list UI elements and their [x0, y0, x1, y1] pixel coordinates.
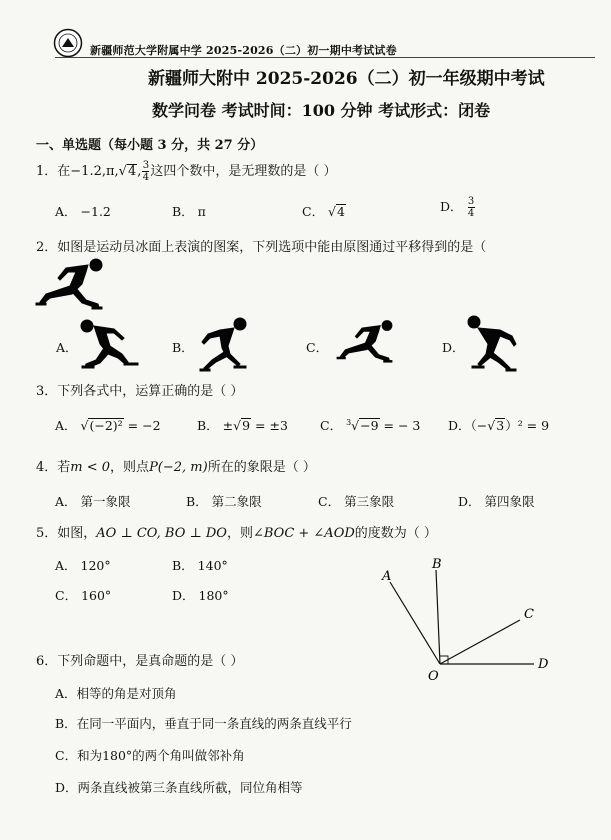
question-3: 3．下列各式中，运算正确的是（ ）: [36, 384, 244, 399]
q5-angle-figure: [370, 556, 570, 686]
q1-option-a[interactable]: A． −1.2: [55, 204, 111, 219]
q3-option-a[interactable]: A． √(−2)² = −2: [55, 418, 161, 433]
q6-option-b[interactable]: B．在同一平面内，垂直于同一条直线的两条直线平行: [55, 716, 352, 731]
q5-option-c[interactable]: C． 160°: [55, 588, 112, 603]
q1-option-c[interactable]: C． √4: [302, 204, 345, 219]
q2-option-b-label[interactable]: B．: [172, 340, 194, 355]
label-b: B: [432, 557, 442, 572]
q2-option-a-label[interactable]: A．: [56, 340, 78, 355]
question-1: 1．在−1.2,π,√4, $\frac{3}{4}$ 这四个数中，是无理数的是（ ）: [36, 160, 337, 183]
question-2: 2．如图是运动员冰面上表演的图案，下列选项中能由原图通过平移得到的是（: [36, 240, 487, 255]
q2-option-a-figure[interactable]: [78, 318, 146, 368]
question-6: 6．下列命题中，是真命题的是（ ）: [36, 654, 244, 669]
q2-option-b-figure[interactable]: [196, 314, 252, 372]
ray-oa: [390, 582, 440, 664]
q3-option-b[interactable]: B． ±√9 = ±3: [197, 418, 288, 433]
ray-oc: [440, 620, 520, 664]
q2-option-c-label[interactable]: C．: [306, 340, 329, 355]
q4-option-a[interactable]: A． 第一象限: [55, 494, 131, 509]
header-divider: [55, 57, 595, 58]
label-o: O: [428, 669, 439, 684]
q4-option-d[interactable]: D． 第四象限: [458, 494, 535, 509]
q2-option-d-figure[interactable]: [466, 314, 520, 372]
q5-option-b[interactable]: B． 140°: [172, 558, 228, 573]
section-heading: 一、单选题（每小题 3 分，共 27 分）: [36, 138, 264, 153]
label-a: A: [382, 569, 392, 584]
q4-option-c[interactable]: C． 第三象限: [318, 494, 395, 509]
q3-option-c[interactable]: C． $^3$√−9 = − 3: [320, 417, 421, 433]
q6-option-a[interactable]: A．相等的角是对顶角: [55, 686, 177, 701]
ray-ob: [436, 570, 440, 664]
q3-option-d[interactable]: D．（−√3）² = 9: [448, 418, 550, 433]
skater-original-figure: [36, 256, 108, 316]
question-4: 4．若m < 0，则点P(−2, m)所在的象限是（ ）: [36, 460, 316, 475]
q5-option-d[interactable]: D． 180°: [172, 588, 229, 603]
school-header-line: 新疆师范大学附属中学 2025-2026（二）初一期中考试试卷: [90, 44, 397, 57]
q4-option-b[interactable]: B． 第二象限: [186, 494, 262, 509]
question-5: 5．如图，AO ⊥ CO, BO ⊥ DO，则∠BOC + ∠AOD的度数为（ ）: [36, 526, 437, 541]
q1-option-b[interactable]: B． π: [172, 204, 206, 219]
q2-option-c-figure[interactable]: [332, 318, 402, 368]
q6-option-c[interactable]: C．和为180°的两个角叫做邻补角: [55, 748, 245, 763]
q2-option-d-label[interactable]: D．: [442, 340, 465, 355]
exam-subtitle: 数学问卷 考试时间：100 分钟 考试形式：闭卷: [152, 101, 491, 120]
exam-title: 新疆师大附中 2025-2026（二）初一年级期中考试: [148, 69, 545, 89]
q6-option-d[interactable]: D．两条直线被第三条直线所截，同位角相等: [55, 780, 303, 795]
label-d: D: [538, 657, 549, 672]
q5-option-a[interactable]: A． 120°: [55, 558, 111, 573]
q1-option-d[interactable]: D． $\frac{3}{4}$: [440, 196, 475, 219]
school-logo: [53, 28, 83, 58]
label-c: C: [524, 607, 534, 622]
